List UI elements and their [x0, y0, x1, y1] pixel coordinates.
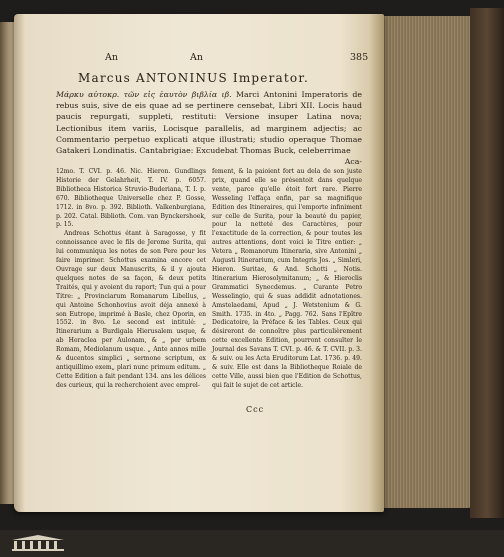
- entry-text: Marci Antonini Imperatoris de rebus suis, sive de eis quae ad se pertinere censebat, Libri XII. Locis haud paucis repurgati, suppleti, restituti: Versione insuper Latina nova; Lectionibus item variis, Locisque parallelis, ad marginem adjectis; ac Commentario perpetuo explicati atque illustrati; studio operaque Thomae Gatakeri Londinatis. Cantabrigiae: Excudebat Thomas Buck, celeberrimae: [56, 90, 363, 156]
- right-column: [212, 168, 362, 391]
- running-head-left: An: [105, 52, 118, 63]
- catchword: Aca-: [344, 157, 362, 167]
- page-stack: [382, 16, 474, 508]
- running-head-center: An: [190, 52, 203, 63]
- page-number: 385: [350, 52, 369, 63]
- left-column: [56, 168, 206, 391]
- left-column-paragraph-1: 12mo. T. CVI. p. 46. Nic. Hieron. Gundlings Historie der Gelahrheit, T. IV. p. 6057. Bibliotheca Historica Struvio-Buderiana, T. I. p. 670. Bibliotheque Universelle chez P. Gosse, 1712. in 8vo. p. 392. Biblioth. Valkenburgiana, p. 202. Catal. Biblioth. Com. van Bynckershoek, p. 15.: [56, 168, 206, 229]
- viewer-footer: [0, 530, 504, 557]
- library-logo-icon: [8, 534, 68, 554]
- left-column-paragraph-2: Andreas Schottus étant à Saragosse, y fit connoissance avec le fils de Jerome Surita, qui lui communiqua les notes de son Pere pour les faire imprimer. Schottus examina encore cet Ouvrage sur deux Manuscrits, & il y ajouta quelques notes de sa façon, & deux petits Traités, qui y avoient du raport; Tun qui a pour Titre: „ Provinciarum Romanarum Libellus, „ qui Antoine Schonhovius avoit déja annexé à son Eutrope, imprimé à Basle, chez Oporin, en 1552. in 8vo. Le second est intitulé: „ Itinerarium a Burdigala Hierusalem usque, & ab Heraclea per Aulonam, & „ per urbem Romam, Mediolanum usque. „ Ante annos mille & ducentos simplici „ sermone scriptum, ex antiquillimo exem„ plari nunc primum editum. „ Cette Edition a fait pendant 134. ans les délices des curieux, qui la recherchoient avec emprel-: [56, 230, 206, 389]
- right-column-paragraph: fement, & la paioient fort au dela de son juste prix, quand elle se présentoit dans quelque vente, parce qu'elle étoit fort rare. Pierre Wesseling l'effaça enfin, par sa magnifique Edition des Itineraires, qui l'emporte infiniment sur celle de Surita, pour la beauté du papier, pour la netteté des Caractères, pour l'exactitude de la correction, & pour toutes les autres attentions, dont voici le Titre entier: „ Vetera „ Romanorum Itineraria, sive Antonini „ Augusti Itinerarium, cum Integris Jos. „ Simleri, Hieron. Suritae, & And. Schotti „ Notis. Itinerarium Hierosolymitanum; „ & Hieroclis Grammatici Synecdemus. „ Curante Petro Wesselingio, qui & suas addidit adnotationes. Amstelaedami, Apud „ J. Wetstenium & G. Smith. 1735. in 4to. „ Pagg. 762. Sans l'Epître Dedicatoire, la Préface & les Tables. Ceux qui désireront de connoître plus particulièrement cette excellente Edition, pourront consulter le Journal des Savans T. CVI. p. 46. & T. CVII. p. 3. & suiv. ou les Acta Eruditorum Lat. 1736. p. 49. & suiv. Elle est dans la Bibliotheque Roiale de cette Ville, aussi bien que l'Edition de Schottus, qui fait le sujet de cet article.: [212, 168, 362, 389]
- book-cover-edge: [470, 8, 504, 518]
- greek-title: Μάρκυ αὐτοκρ. τῶν εἰς ἑαυτὸν βιβλία ιβ.: [56, 90, 232, 99]
- page-title: Marcus ANTONINUS Imperator.: [78, 71, 309, 85]
- signature-mark: Ccc: [246, 405, 265, 414]
- bibliographic-entry: [56, 89, 362, 167]
